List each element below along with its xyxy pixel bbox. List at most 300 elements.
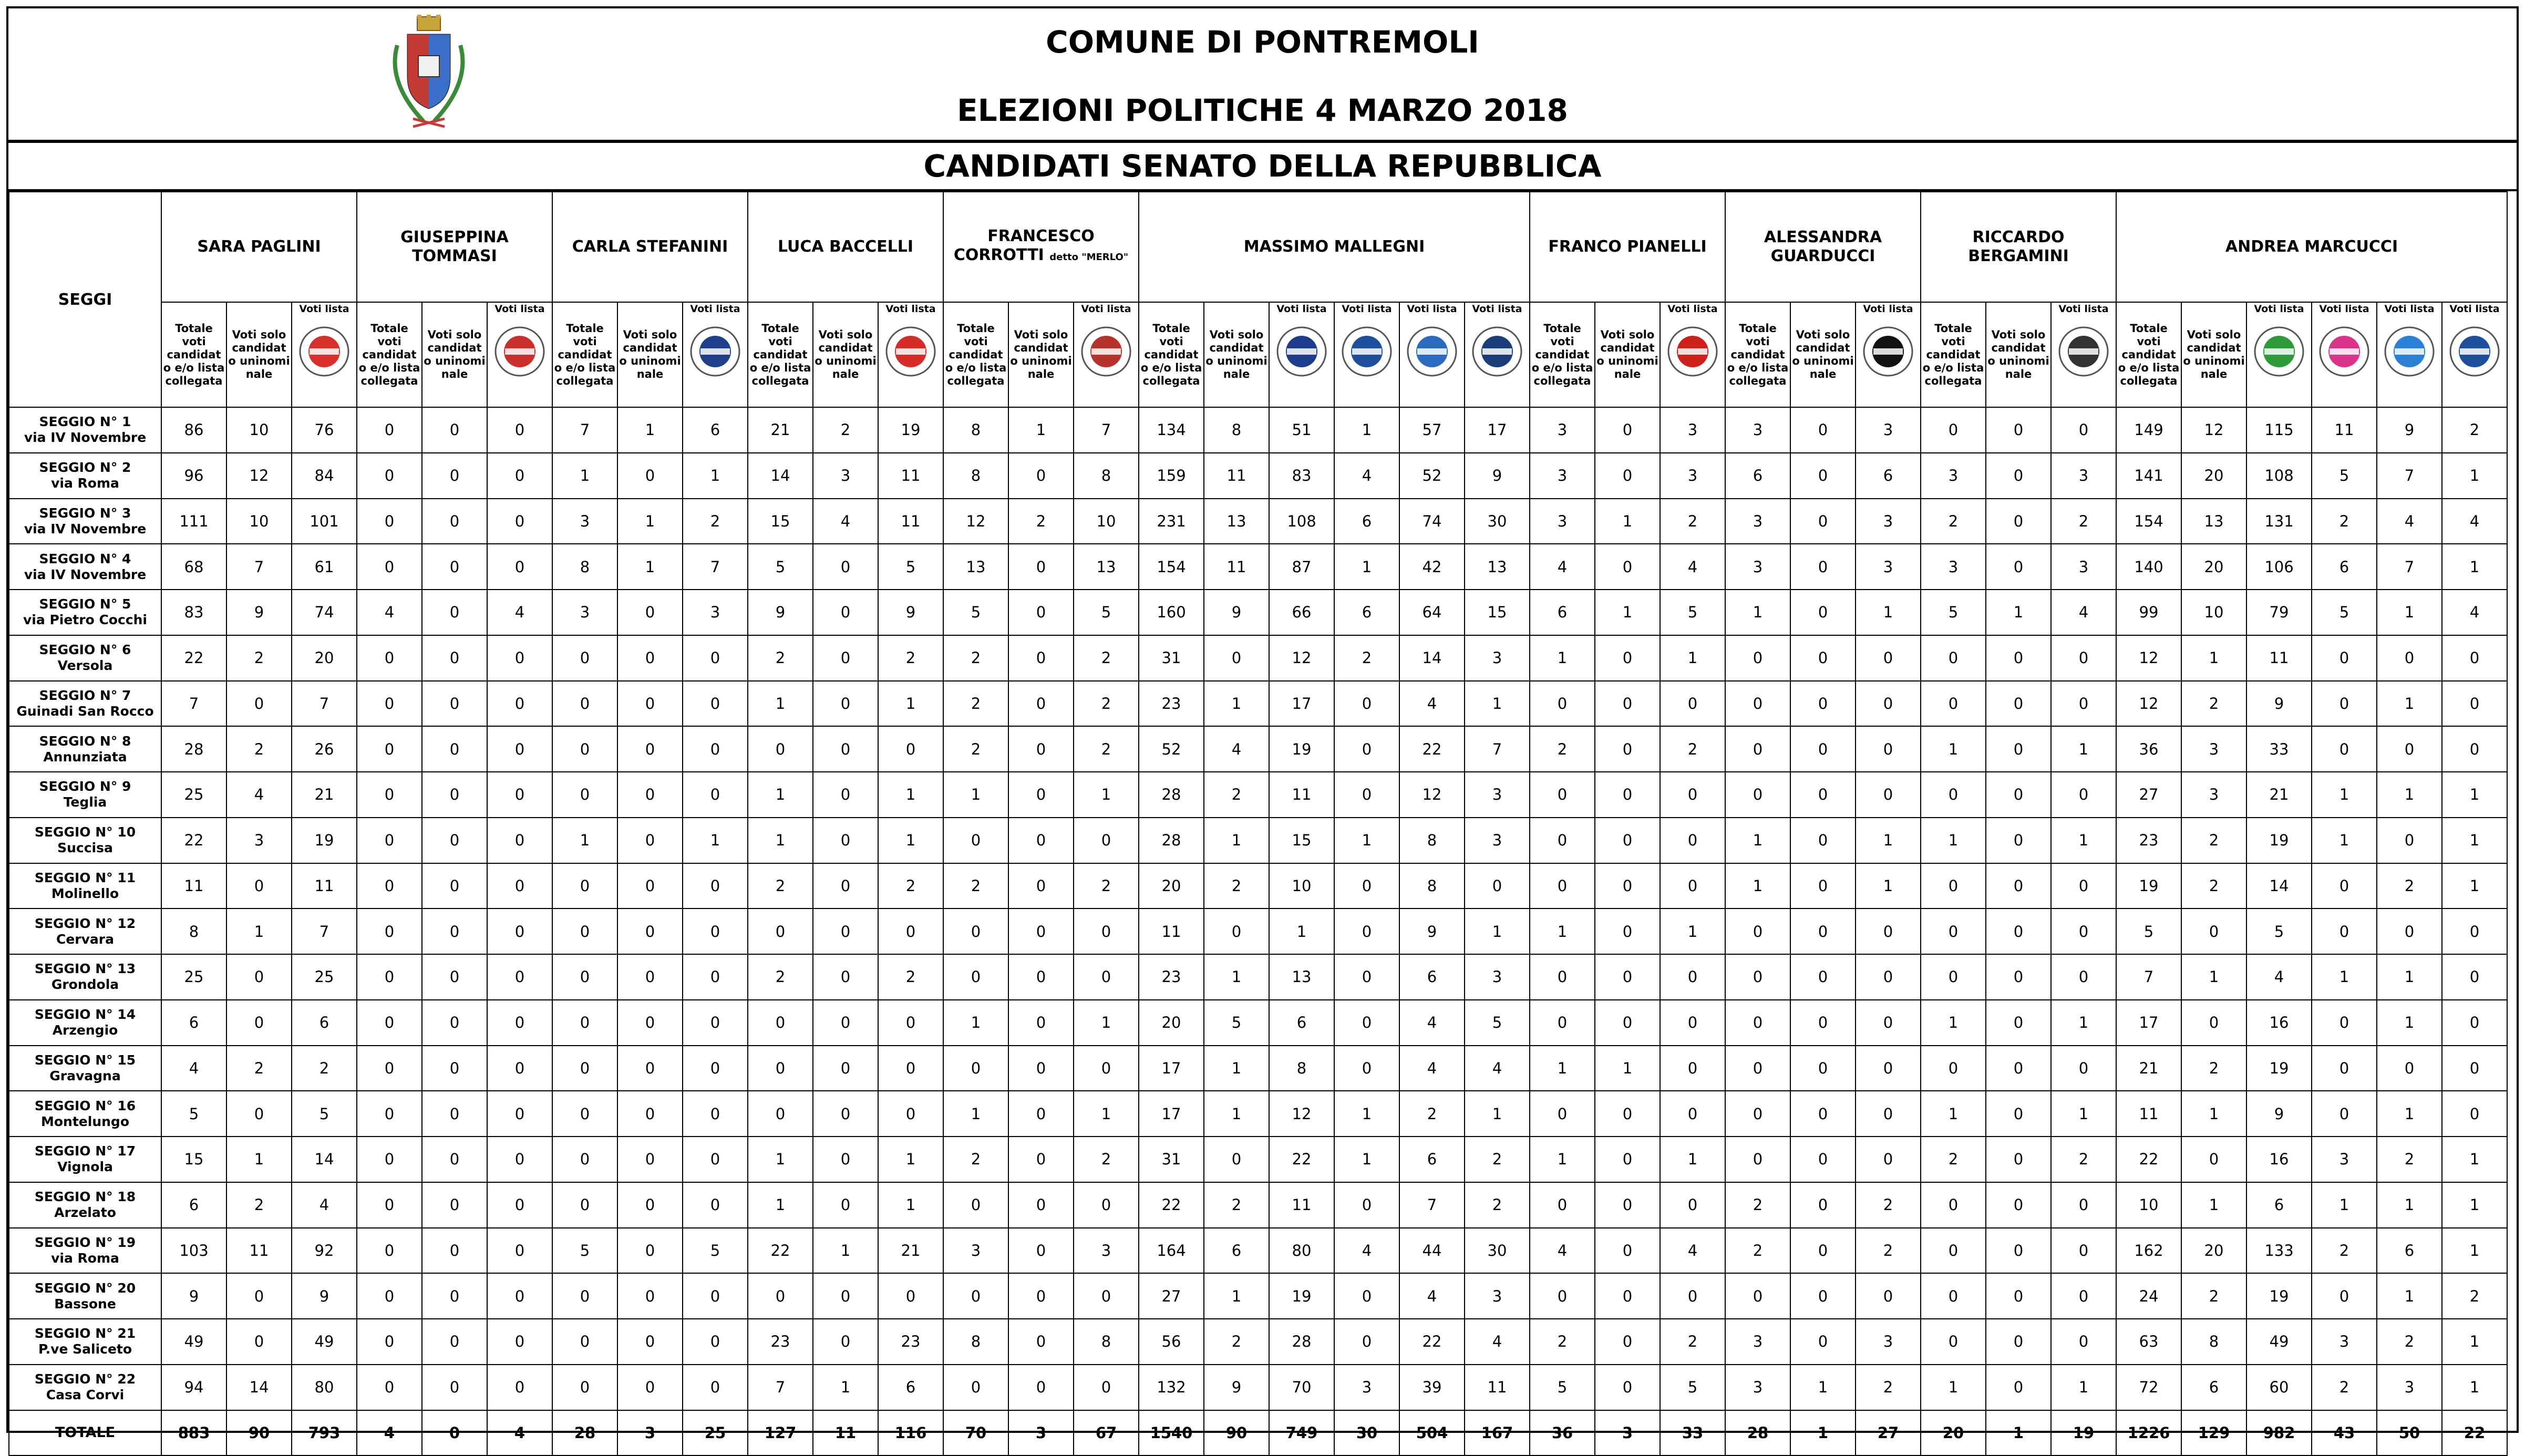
candidate-name <box>2116 192 2507 302</box>
vote-cell: 0 <box>1595 1000 1660 1046</box>
vote-cell: 5 <box>1074 590 1139 635</box>
vote-cell: 5 <box>1660 590 1725 635</box>
vote-cell: 0 <box>683 1091 748 1137</box>
vote-cell: 2 <box>943 1137 1008 1182</box>
candidate-name-text: CARLA STEFANINI <box>572 237 728 256</box>
table-row <box>9 908 2507 954</box>
vote-cell: 3 <box>1465 818 1530 863</box>
vote-cell: 0 <box>357 1091 422 1137</box>
vote-cell: 0 <box>487 1182 552 1228</box>
vote-cell: 0 <box>1595 407 1660 453</box>
seggio-label <box>9 954 161 1000</box>
municipality-title: COMUNE DI PONTREMOLI <box>1046 24 1479 60</box>
vote-cell: 70 <box>943 1410 1008 1456</box>
vote-cell: 0 <box>487 1046 552 1091</box>
vote-cell: 0 <box>943 908 1008 954</box>
vote-cell: 3 <box>1921 453 1986 499</box>
column-header-list <box>2442 302 2507 407</box>
vote-cell: 0 <box>2442 908 2507 954</box>
vote-cell: 0 <box>1334 681 1399 727</box>
vote-cell: 2 <box>1204 863 1269 909</box>
vote-cell: 4 <box>2051 590 2116 635</box>
vote-cell: 0 <box>1465 863 1530 909</box>
vote-cell: 9 <box>292 1273 357 1319</box>
seggio-label <box>9 1046 161 1091</box>
seggio-label <box>9 908 161 954</box>
vote-cell: 0 <box>878 908 943 954</box>
vote-cell: 1 <box>2377 1182 2442 1228</box>
table-row <box>9 1319 2507 1365</box>
vote-cell: 0 <box>1986 544 2051 590</box>
vote-cell: 1 <box>2181 1182 2246 1228</box>
vote-cell: 14 <box>1399 635 1465 681</box>
vote-cell: 3 <box>1725 1365 1790 1410</box>
vote-cell: 0 <box>1986 1046 2051 1091</box>
vote-cell: 0 <box>1921 635 1986 681</box>
vote-cell: 2 <box>1660 1319 1725 1365</box>
vote-cell: 1 <box>1921 726 1986 772</box>
vote-cell: 1 <box>1790 1365 1856 1410</box>
vote-cell: 10 <box>2181 590 2246 635</box>
vote-cell: 2 <box>226 1182 292 1228</box>
vote-cell: 21 <box>2116 1046 2181 1091</box>
seggio-number: SEGGIO N° 9 <box>39 779 131 794</box>
vote-cell: 3 <box>1660 453 1725 499</box>
list-votes-label: Voti lista <box>1276 303 1327 315</box>
vote-cell: 3 <box>813 453 878 499</box>
vote-cell: 0 <box>1725 908 1790 954</box>
vote-cell: 1 <box>878 681 943 727</box>
vote-cell: 0 <box>1008 1046 1074 1091</box>
casapound-logo-icon <box>2057 325 2110 378</box>
vote-cell: 2 <box>1074 726 1139 772</box>
seggio-label <box>9 635 161 681</box>
vote-cell: 0 <box>813 1046 878 1091</box>
table-row <box>9 1365 2507 1410</box>
vote-cell: 0 <box>943 1273 1008 1319</box>
vote-cell: 0 <box>2181 1137 2246 1182</box>
vote-cell: 0 <box>1725 772 1790 818</box>
vote-cell: 63 <box>2116 1319 2181 1365</box>
vote-cell: 2 <box>943 726 1008 772</box>
vote-cell: 3 <box>1465 772 1530 818</box>
vote-cell: 0 <box>813 590 878 635</box>
vote-cell: 6 <box>878 1365 943 1410</box>
vote-cell: 1 <box>1660 1137 1725 1182</box>
vote-cell: 0 <box>1986 1137 2051 1182</box>
table-row <box>9 1273 2507 1319</box>
vote-cell: 0 <box>487 407 552 453</box>
vote-cell: 0 <box>683 1319 748 1365</box>
list-votes-label: Voti lista <box>1342 303 1392 315</box>
vote-cell: 0 <box>1986 908 2051 954</box>
vote-cell: 0 <box>813 772 878 818</box>
vote-cell: 0 <box>1986 863 2051 909</box>
vote-cell: 0 <box>1334 908 1399 954</box>
vote-cell: 132 <box>1139 1365 1204 1410</box>
vote-cell: 76 <box>292 407 357 453</box>
vote-cell: 3 <box>1660 407 1725 453</box>
vote-cell: 9 <box>1204 590 1269 635</box>
vote-cell: 0 <box>813 1137 878 1182</box>
seggio-number: SEGGIO N° 12 <box>34 915 136 931</box>
vote-cell: 0 <box>813 1182 878 1228</box>
vote-cell: 4 <box>1399 1000 1465 1046</box>
vote-cell: 0 <box>813 1273 878 1319</box>
vote-cell: 0 <box>617 1046 683 1091</box>
column-header-total: Totale voti candidat o e/o lista collegata <box>748 302 813 407</box>
vote-cell: 3 <box>1856 407 1921 453</box>
vote-cell: 23 <box>878 1319 943 1365</box>
vote-cell: 14 <box>2246 863 2312 909</box>
vote-cell: 0 <box>1595 863 1660 909</box>
vote-cell: 154 <box>1139 544 1204 590</box>
vote-cell: 0 <box>552 1091 617 1137</box>
vote-cell: 21 <box>292 772 357 818</box>
vote-cell: 27 <box>2116 772 2181 818</box>
vote-cell: 0 <box>226 1319 292 1365</box>
vote-cell: 28 <box>1139 772 1204 818</box>
vote-cell: 0 <box>1660 1000 1725 1046</box>
vote-cell: 0 <box>1660 954 1725 1000</box>
vote-cell: 982 <box>2246 1410 2312 1456</box>
vote-cell: 2 <box>2181 1046 2246 1091</box>
vote-cell: 0 <box>422 544 487 590</box>
seggio-number: SEGGIO N° 14 <box>34 1007 136 1023</box>
vote-cell: 11 <box>1139 908 1204 954</box>
column-header-list <box>2377 302 2442 407</box>
vote-cell: 0 <box>1790 818 1856 863</box>
vote-cell: 0 <box>1334 1000 1399 1046</box>
vote-cell: 0 <box>683 1000 748 1046</box>
column-header-list <box>1074 302 1139 407</box>
vote-cell: 140 <box>2116 544 2181 590</box>
vote-cell: 0 <box>1660 863 1725 909</box>
vote-cell: 1 <box>2442 772 2507 818</box>
seggio-label <box>9 1273 161 1319</box>
vote-cell: 0 <box>422 1273 487 1319</box>
vote-cell: 0 <box>1530 681 1595 727</box>
vote-cell: 28 <box>161 726 226 772</box>
vote-cell: 162 <box>2116 1228 2181 1274</box>
vote-cell: 11 <box>2312 407 2377 453</box>
vote-cell: 0 <box>878 1046 943 1091</box>
candidate-name-text: GIUSEPPINA TOMMASI <box>400 228 509 265</box>
vote-cell: 17 <box>1139 1046 1204 1091</box>
column-header-list <box>878 302 943 407</box>
seggio-label <box>9 453 161 499</box>
vote-cell: 0 <box>943 954 1008 1000</box>
vote-cell: 5 <box>161 1091 226 1137</box>
vote-cell: 0 <box>2442 1046 2507 1091</box>
vote-cell: 0 <box>878 1273 943 1319</box>
vote-cell: 8 <box>2181 1319 2246 1365</box>
vote-cell: 0 <box>1074 1182 1139 1228</box>
vote-cell: 2 <box>2312 499 2377 544</box>
vote-cell: 10 <box>226 499 292 544</box>
vote-cell: 3 <box>552 590 617 635</box>
vote-cell: 2 <box>2051 499 2116 544</box>
vote-cell: 0 <box>1530 863 1595 909</box>
vote-cell: 1 <box>1204 818 1269 863</box>
vote-cell: 2 <box>2442 407 2507 453</box>
vote-cell: 0 <box>357 1046 422 1091</box>
vote-cell: 3 <box>1074 1228 1139 1274</box>
vote-cell: 5 <box>878 544 943 590</box>
vote-cell: 0 <box>878 1000 943 1046</box>
seggio-address: Annunziata <box>43 749 127 765</box>
vote-cell: 0 <box>1660 772 1725 818</box>
vote-cell: 20 <box>292 635 357 681</box>
vote-cell: 1 <box>226 1137 292 1182</box>
partito-comunista-logo-icon <box>1666 325 1719 378</box>
vote-cell: 1 <box>1334 1091 1399 1137</box>
vote-cell: 0 <box>487 908 552 954</box>
vote-cell: 0 <box>617 1000 683 1046</box>
vote-cell: 0 <box>1986 772 2051 818</box>
vote-cell: 0 <box>1334 772 1399 818</box>
seggio-number: SEGGIO N° 8 <box>39 733 131 749</box>
vote-cell: 149 <box>2116 407 2181 453</box>
seggio-number: SEGGIO N° 11 <box>34 870 136 885</box>
vote-cell: 1 <box>2377 1273 2442 1319</box>
fratelli-italia-logo-icon <box>1471 325 1523 378</box>
vote-cell: 0 <box>2051 1046 2116 1091</box>
column-header-list <box>1856 302 1921 407</box>
vote-cell: 0 <box>748 1046 813 1091</box>
vote-cell: 4 <box>1399 1046 1465 1091</box>
vote-cell: 80 <box>292 1365 357 1410</box>
vote-cell: 52 <box>1139 726 1204 772</box>
vote-cell: 0 <box>813 1091 878 1137</box>
vote-cell: 2 <box>292 1046 357 1091</box>
column-header-solo: Voti solo candidat o uninomi nale <box>422 302 487 407</box>
seggio-label <box>9 772 161 818</box>
vote-cell: 0 <box>1986 1182 2051 1228</box>
vote-cell: 1 <box>226 908 292 954</box>
column-header-solo: Voti solo candidat o uninomi nale <box>2181 302 2246 407</box>
table-row <box>9 863 2507 909</box>
vote-cell: 167 <box>1465 1410 1530 1456</box>
vote-cell: 2 <box>878 954 943 1000</box>
vote-cell: 1 <box>683 818 748 863</box>
vote-cell: 22 <box>2442 1410 2507 1456</box>
vote-cell: 3 <box>1465 954 1530 1000</box>
vote-cell: 0 <box>748 1000 813 1046</box>
vote-cell: 0 <box>357 635 422 681</box>
vote-cell: 1 <box>2442 863 2507 909</box>
seggio-label <box>9 544 161 590</box>
vote-cell: 0 <box>552 772 617 818</box>
column-header-solo: Voti solo candidat o uninomi nale <box>226 302 292 407</box>
vote-cell: 0 <box>487 499 552 544</box>
seggi-header: SEGGI <box>9 192 161 407</box>
vote-cell: 2 <box>878 863 943 909</box>
vote-cell: 6 <box>161 1000 226 1046</box>
vote-cell: 0 <box>2051 635 2116 681</box>
vote-cell: 5 <box>1921 590 1986 635</box>
vote-cell: 20 <box>2181 1228 2246 1274</box>
vote-cell: 20 <box>2181 453 2246 499</box>
vote-cell: 1 <box>2442 544 2507 590</box>
seggio-address: Guinadi San Rocco <box>16 703 154 719</box>
vote-cell: 0 <box>617 1137 683 1182</box>
vote-cell: 0 <box>1595 1091 1660 1137</box>
vote-cell: 131 <box>2246 499 2312 544</box>
vote-cell: 3 <box>2051 453 2116 499</box>
vote-cell: 12 <box>2116 681 2181 727</box>
vote-cell: 0 <box>1856 1091 1921 1137</box>
vote-cell: 14 <box>748 453 813 499</box>
vote-cell: 13 <box>2181 499 2246 544</box>
vote-cell: 2 <box>748 635 813 681</box>
vote-cell: 14 <box>226 1365 292 1410</box>
seggio-number: SEGGIO N° 2 <box>39 460 131 476</box>
vote-cell: 19 <box>1269 1273 1334 1319</box>
vote-cell: 0 <box>552 635 617 681</box>
vote-cell: 7 <box>552 407 617 453</box>
vote-cell: 0 <box>1790 863 1856 909</box>
vote-cell: 6 <box>1334 499 1399 544</box>
vote-cell: 16 <box>2246 1137 2312 1182</box>
vote-cell: 0 <box>1008 818 1074 863</box>
vote-cell: 6 <box>292 1000 357 1046</box>
column-header-list <box>1660 302 1725 407</box>
vote-cell: 2 <box>1921 1137 1986 1182</box>
vote-cell: 0 <box>1595 1319 1660 1365</box>
vote-cell: 0 <box>1204 1137 1269 1182</box>
vote-cell: 0 <box>683 772 748 818</box>
vote-cell: 0 <box>683 1182 748 1228</box>
vote-cell: 0 <box>422 1228 487 1274</box>
vote-cell: 159 <box>1139 453 1204 499</box>
vote-cell: 0 <box>2181 908 2246 954</box>
vote-cell: 1 <box>878 1137 943 1182</box>
vote-cell: 0 <box>813 726 878 772</box>
vote-cell: 0 <box>422 1365 487 1410</box>
vote-cell: 19 <box>292 818 357 863</box>
vote-cell: 66 <box>1269 590 1334 635</box>
vote-cell: 8 <box>1269 1046 1334 1091</box>
candidate-name-text: RICCARDO BERGAMINI <box>1968 228 2069 265</box>
vote-cell: 0 <box>422 908 487 954</box>
vote-cell: 1 <box>1921 818 1986 863</box>
vote-cell: 0 <box>1986 1091 2051 1137</box>
table-row <box>9 453 2507 499</box>
vote-cell: 0 <box>357 1365 422 1410</box>
seggio-label <box>9 1091 161 1137</box>
vote-cell: 25 <box>292 954 357 1000</box>
vote-cell: 0 <box>487 726 552 772</box>
vote-cell: 19 <box>2246 1046 2312 1091</box>
vote-cell: 0 <box>1790 772 1856 818</box>
vote-cell: 0 <box>2181 1000 2246 1046</box>
vote-cell: 0 <box>813 1000 878 1046</box>
column-header-total: Totale voti candidat o e/o lista collegata <box>552 302 617 407</box>
vote-cell: 0 <box>422 1000 487 1046</box>
vote-cell: 6 <box>1269 1000 1334 1046</box>
vote-cell: 2 <box>1334 635 1399 681</box>
vote-cell: 9 <box>226 590 292 635</box>
vote-cell: 3 <box>1921 544 1986 590</box>
vote-cell: 15 <box>161 1137 226 1182</box>
vote-cell: 0 <box>1530 954 1595 1000</box>
vote-cell: 22 <box>161 635 226 681</box>
vote-cell: 2 <box>2181 1273 2246 1319</box>
vote-cell: 3 <box>2181 772 2246 818</box>
seggio-address: via Pietro Cocchi <box>23 612 147 628</box>
vote-cell: 2 <box>2377 1319 2442 1365</box>
vote-cell: 1 <box>1530 635 1595 681</box>
vote-cell: 19 <box>2246 818 2312 863</box>
vote-cell: 0 <box>1921 681 1986 727</box>
vote-cell: 0 <box>1856 1000 1921 1046</box>
seggio-number: SEGGIO N° 20 <box>34 1280 136 1296</box>
vote-cell: 1 <box>1074 1000 1139 1046</box>
vote-cell: 20 <box>1921 1410 1986 1456</box>
vote-cell: 0 <box>1595 818 1660 863</box>
vote-cell: 0 <box>1074 1365 1139 1410</box>
vote-cell: 1 <box>878 818 943 863</box>
vote-cell: 0 <box>552 954 617 1000</box>
vote-cell: 3 <box>552 499 617 544</box>
vote-cell: 0 <box>226 1000 292 1046</box>
vote-cell: 1 <box>2181 635 2246 681</box>
vote-cell: 0 <box>552 1046 617 1091</box>
vote-cell: 24 <box>2116 1273 2181 1319</box>
vote-cell: 1 <box>1334 1137 1399 1182</box>
vote-cell: 1 <box>1074 772 1139 818</box>
vote-cell: 0 <box>357 544 422 590</box>
vote-cell: 6 <box>1334 590 1399 635</box>
vote-cell: 61 <box>292 544 357 590</box>
seggio-number: SEGGIO N° 17 <box>34 1143 136 1159</box>
vote-cell: 0 <box>1008 681 1074 727</box>
vote-cell: 0 <box>552 726 617 772</box>
table-row <box>9 954 2507 1000</box>
vote-cell: 0 <box>1921 863 1986 909</box>
vote-cell: 0 <box>813 954 878 1000</box>
vote-cell: 0 <box>1595 544 1660 590</box>
vote-cell: 2 <box>943 635 1008 681</box>
vote-cell: 0 <box>1725 635 1790 681</box>
vote-cell: 30 <box>1465 499 1530 544</box>
vote-cell: 0 <box>1595 1137 1660 1182</box>
vote-cell: 1 <box>1334 818 1399 863</box>
vote-cell: 1 <box>2377 1091 2442 1137</box>
vote-cell: 2 <box>1074 681 1139 727</box>
vote-cell: 883 <box>161 1410 226 1456</box>
vote-cell: 9 <box>2246 1091 2312 1137</box>
column-header-total: Totale voti candidat o e/o lista collegata <box>1921 302 1986 407</box>
vote-cell: 1 <box>1725 863 1790 909</box>
seggio-label <box>9 818 161 863</box>
vote-cell: 0 <box>1725 1137 1790 1182</box>
column-header-total: Totale voti candidat o e/o lista collegata <box>357 302 422 407</box>
seggio-address: Bassone <box>54 1296 116 1312</box>
list-votes-label: Voti lista <box>2319 303 2369 315</box>
vote-cell: 15 <box>748 499 813 544</box>
seggio-number: SEGGIO N° 13 <box>34 961 136 977</box>
vote-cell: 70 <box>1269 1365 1334 1410</box>
seggio-label <box>9 726 161 772</box>
vote-cell: 0 <box>2051 1319 2116 1365</box>
vote-cell: 0 <box>357 681 422 727</box>
vote-cell: 1 <box>1921 1091 1986 1137</box>
vote-cell: 0 <box>748 1091 813 1137</box>
vote-cell: 1 <box>617 499 683 544</box>
vote-cell: 0 <box>422 499 487 544</box>
